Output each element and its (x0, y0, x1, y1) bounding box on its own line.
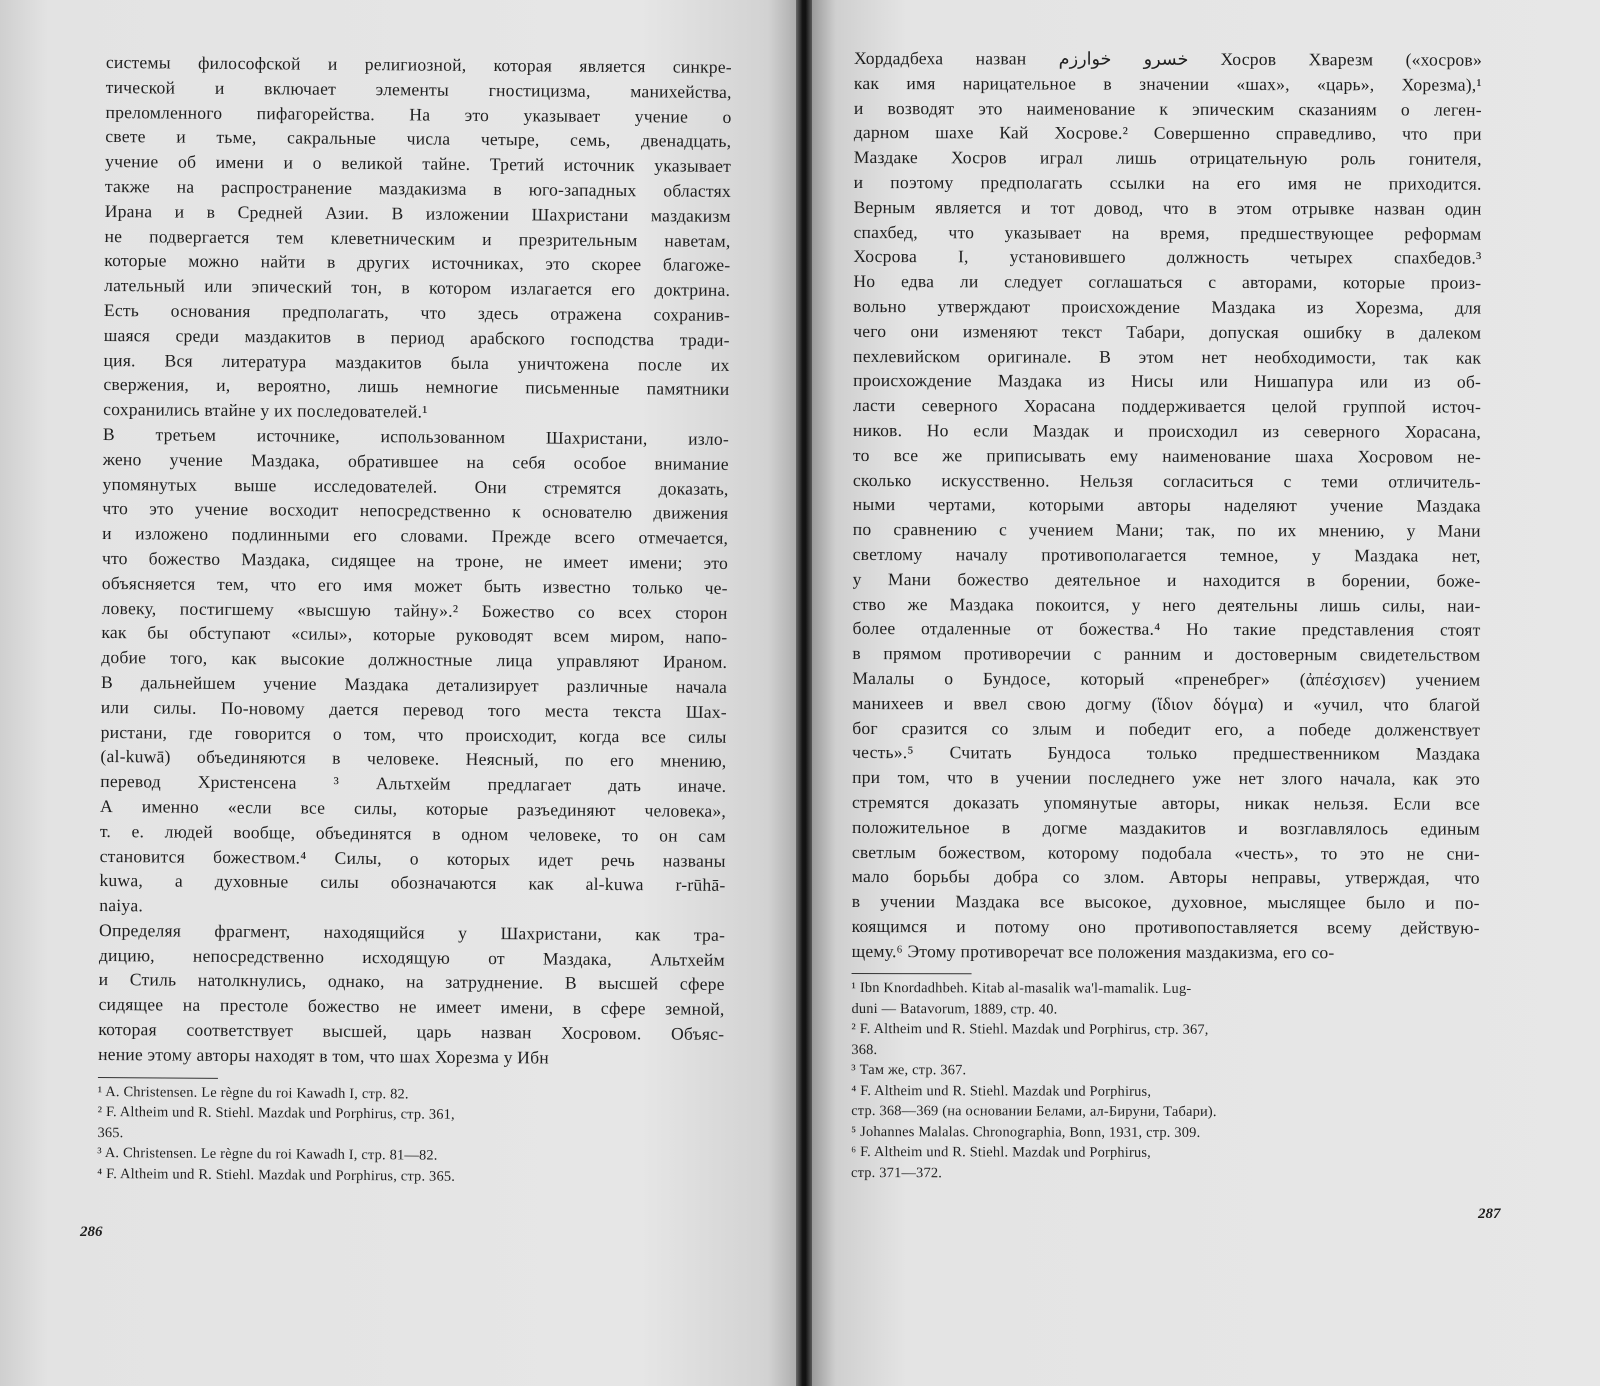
text-line: становится божеством.⁴ Силы, о которых идет речь названы (99, 845, 726, 871)
footnote: ⁴ F. Altheim und R. Stiehl. Mazdak und Porphirus, стр. 365. (97, 1165, 456, 1185)
text-line: ными чертами, которыми авторы наделяют учение Маздака (852, 494, 1481, 516)
text-line: ласти северного Хорасана поддерживается целой группой источ- (853, 395, 1482, 417)
text-line: в прямом противоречии с ранним и достоверным свидетельством (852, 643, 1481, 665)
text-line: которая соответствует высшей, царь назван Хосровом. Объяс- (98, 1019, 725, 1044)
text-line: naiya. (99, 895, 144, 916)
text-line: нение этому авторы находят в том, что шах Хорезма у Ибн (98, 1043, 549, 1068)
text-line: и возводят это наименование к эпическим сказаниям о леген- (853, 97, 1482, 120)
text-line: В третьем источнике, использованном Шахристани, изло- (102, 423, 730, 449)
footnote: ² F. Altheim und R. Stiehl. Mazdak und Porphirus, стр. 361, (97, 1104, 455, 1123)
book-gutter (796, 0, 812, 1386)
footnote: стр. 371—372. (851, 1164, 943, 1182)
text-line: не подвергается тем клеветническим и презрительным наветам, (104, 225, 731, 251)
text-line: А именно «если все силы, которые разъединяют человека», (99, 795, 727, 821)
right-text-block (851, 46, 1482, 1185)
text-line: в учении Маздака все высокое, духовное, мыслящее было и по- (851, 891, 1480, 913)
text-line: сколько искусственно. Нельзя согласиться с теми отличитель- (852, 469, 1481, 492)
text-line: лательный или эпический тон, в котором излагается его доктрина. (104, 275, 731, 301)
footnote: ² F. Altheim und R. Stiehl. Mazdak und Porphirus, стр. 367, (851, 1021, 1209, 1039)
text-line: и поэтому предполагать ссылки на его имя не приходится. (853, 171, 1482, 194)
text-line: Хордадбеха назван خسرو خوارزم Хосров Хварезм («хосров» (853, 47, 1482, 70)
text-line: и изложено подлинными его словами. Прежде всего отмечается, (102, 523, 729, 549)
text-line: как бы обступают «силы», которые руководят всем миром, напо- (101, 622, 728, 648)
right-page-number: 287 (1478, 1206, 1501, 1222)
text-line: Хосрова I, установившего должность четырех спахбедов.³ (853, 246, 1482, 269)
left-footnotes (97, 1082, 724, 1189)
footnote: 365. (97, 1124, 124, 1141)
text-line: положительное в догме маздакитов и возглавлялось единым (851, 816, 1480, 839)
text-line: жено учение Маздака, обратившее на себя особое внимание (102, 448, 729, 474)
text-line: щему.⁶ Этому противоречат все положения маздакизма, его со- (851, 940, 1335, 962)
text-line: преломленного пифагорейства. На это указывает учение о (105, 101, 732, 127)
footnote: 368. (851, 1041, 878, 1059)
text-line: перевод Христенсена ³ Альтхейм предлагает дать иначе. (100, 771, 727, 797)
text-line: более отдаленные от божества.⁴ Но такие представления стоят (852, 618, 1481, 640)
footnote: ¹ A. Christensen. Le règne du roi Kawadh I, стр. 82. (97, 1083, 409, 1103)
text-line: чего они изменяют текст Табари, допуская ошибку в далеком (853, 320, 1482, 343)
text-line: шаяся среди маздакитов в период арабского господства тради- (103, 324, 730, 350)
left-page-number: 286 (80, 1224, 103, 1240)
text-line: у Мани божество деятельное и находится в борении, боже- (852, 568, 1481, 591)
right-page (812, 0, 1600, 1386)
text-line: kuwa, а духовные силы обозначаются как al-kuwa r-rūhā- (99, 870, 726, 896)
text-line: пехлевийском оригинале. В этом нет необходимости, так как (853, 345, 1482, 368)
left-text-block (97, 50, 732, 1189)
footnote: ⁵ Johannes Malalas. Chronographia, Bonn, 1931, стр. 309. (851, 1123, 1201, 1141)
text-line: честь».⁵ Считать Бундоса только предшественником Маздака (852, 742, 1481, 764)
text-line: то все же приписывать ему наименование шаха Хосровом не- (852, 444, 1481, 467)
text-line: ция. Вся литература маздакитов была уничтожена после их (103, 349, 730, 375)
left-body (98, 50, 732, 1072)
text-line: светлому началу противополагается темное, у Маздака нет, (852, 543, 1481, 566)
text-line: системы философской и религиозной, которая является синкре- (105, 51, 732, 77)
text-line: сохранились втайне у их последователей.¹ (103, 399, 428, 422)
text-line: дарном шахе Кай Хосрове.² Совершенно справедливо, что при (853, 122, 1482, 145)
text-line: дицию, непосредственно исходящую от Маздака, Альтхейм (98, 944, 725, 970)
text-line: объясняется тем, что его имя может быть известно только че- (101, 572, 728, 598)
text-line: (al-kuwā) объединяются в человеке. Неясный, по его мнению, (100, 746, 727, 772)
text-line: ников. Но если Маздак и происходил из северного Хорасана, (852, 419, 1482, 442)
text-line: бог сразится со злым и победит его, а победе долженствует (852, 717, 1481, 740)
footnote: ³ A. Christensen. Le règne du roi Kawadh I, стр. 81—82. (97, 1145, 438, 1164)
text-line: коящимся и потому оно противопоставляется всему действую- (851, 915, 1480, 938)
text-line: и Стиль натолкнулись, однако, на затруднение. В высшей сфере (98, 969, 725, 995)
text-line: также на распространение маздакизма в юго-западных областях (104, 175, 731, 201)
text-line: ство же Маздака покоится, у него деятельны лишь силы, наи- (852, 593, 1481, 616)
text-line: что божество Маздака, сидящее на троне, не имеет имени; это (101, 547, 729, 573)
right-footnote-rule (852, 973, 972, 974)
left-footnote-rule (98, 1077, 218, 1079)
text-line: т. е. людей вообще, объединятся в одном человеке, то он сам (99, 820, 726, 846)
text-line: тической и включает элементы гностицизма, манихейства, (105, 76, 732, 102)
text-line: стремятся доказать упомянутые авторы, никак нельзя. Если все (851, 791, 1481, 814)
footnote: стр. 368—369 (на основании Белами, ал-Бируни, Табари). (851, 1103, 1217, 1121)
text-line: при том, что в учении последнего уже нет злого начала, как это (852, 767, 1481, 789)
text-line: упомянутых выше исследователей. Они стремятся доказать, (102, 473, 729, 499)
text-line: происхождение Маздака из Нисы или Нишапура или из об- (853, 370, 1482, 393)
footnote: ⁶ F. Altheim und R. Stiehl. Mazdak und Porphirus, (851, 1144, 1151, 1162)
text-line: манихеев и ввел свою догму (ἴδιον δόγμα) и «учил, что благой (852, 692, 1481, 715)
right-body (852, 46, 1482, 965)
text-line: Малалы о Бундосе, который «пренебрег» (ἀπέσχισεν) учением (852, 667, 1481, 690)
text-line: Но едва ли следует соглашаться с авторами, которые произ- (853, 271, 1482, 293)
text-line: ловеку, постигшему «высшую тайну».² Божество со всех сторон (101, 597, 728, 623)
footnote: ³ Там же, стр. 367. (851, 1062, 967, 1079)
text-line: свержения, и, вероятно, лишь немногие письменные памятники (103, 374, 730, 400)
text-line: Определяя фрагмент, находящийся у Шахристани, как тра- (99, 919, 726, 945)
text-line: Маздаке Хосров играл лишь отрицательную роль гонителя, (853, 147, 1482, 169)
text-line: мало борьбы добра со злом. Авторы неправы, утверждая, что (851, 866, 1480, 888)
text-line: что это учение восходит непосредственно к основателю движения (102, 498, 729, 524)
text-line: добие того, как высокие должностные лица управляют Ираном. (101, 647, 728, 673)
text-line: как имя нарицательное в значении «шах», «царь», Хорезма),¹ (853, 72, 1482, 95)
right-footnotes (851, 978, 1480, 1185)
text-line: свете и тьме, сакральные числа четыре, семь, двенадцать, (105, 126, 732, 152)
text-line: по сравнению с учением Мани; так, по их мнению, у Мани (852, 519, 1481, 541)
footnote: ⁴ F. Altheim und R. Stiehl. Mazdak und Porphirus, (851, 1082, 1152, 1100)
text-line: сидящее на престоле божество не имеет имени, в сфере земной, (98, 994, 725, 1020)
text-line: ристани, где говорится о том, что происходит, когда все силы (100, 721, 727, 747)
text-line: Верным является и тот довод, что в этом отрывке назван один (853, 196, 1482, 219)
text-line: спахбед, что указывает на время, предшествующее реформам (853, 221, 1482, 244)
text-line: светлым божеством, которому подобала «честь», то это не сни- (851, 841, 1480, 864)
text-line: В дальнейшем учение Маздака детализирует различные начала (100, 671, 728, 697)
text-line: Есть основания предполагать, что здесь отражена сохранив- (103, 299, 731, 325)
text-line: учение об имени и о великой тайне. Третий источник указывает (105, 151, 732, 177)
text-line: Ирана и в Средней Азии. В изложении Шахристани маздакизм (104, 200, 731, 226)
text-line: или силы. По-новому дается перевод того места текста Шах- (100, 696, 727, 722)
text-line: которые можно найти в других источниках, это скорее благоже- (104, 250, 731, 276)
footnote: duni — Batavorum, 1889, стр. 40. (851, 1000, 1058, 1018)
footnote: ¹ Ibn Knordadhbeh. Kitab al-masalik wa'l-mamalik. Lug- (851, 980, 1192, 998)
text-line: вольно утверждают происхождение Маздака из Хорезма, для (853, 295, 1482, 318)
